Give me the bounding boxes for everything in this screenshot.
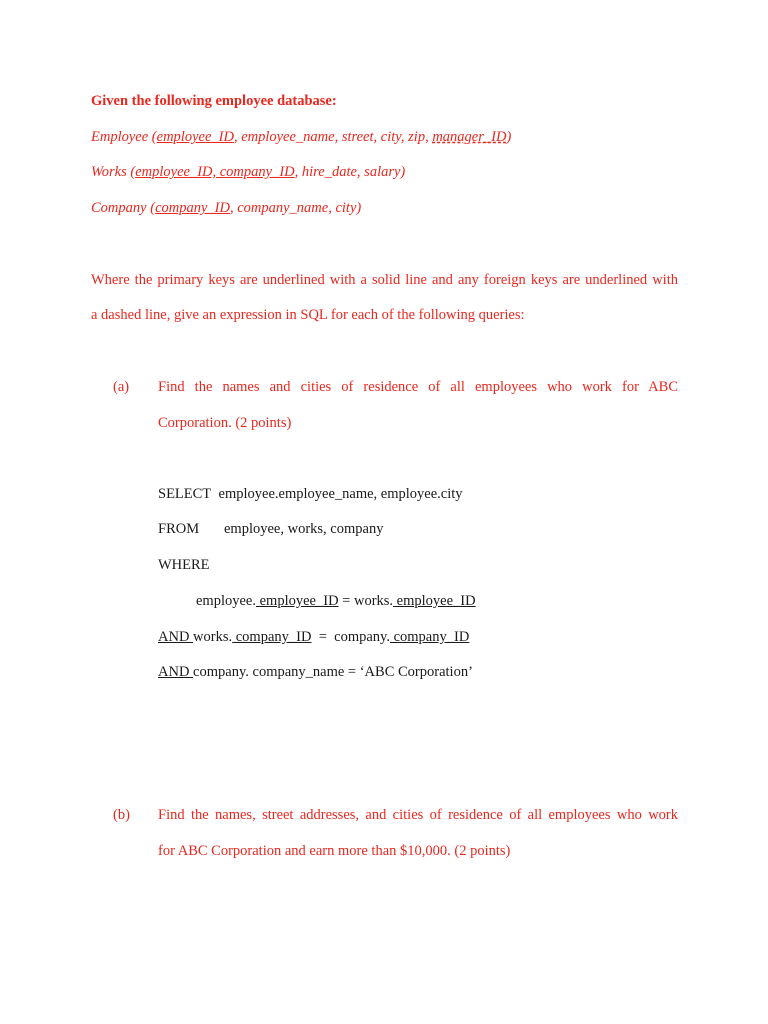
question-b-label: (b) [113,807,130,823]
intro-line-1: Where the primary keys are underlined with a solid line and any foreign keys are underlined with [91,272,678,288]
question-a-line-1: Find the names and cities of residence of all employees who work for ABC [158,379,678,395]
page-heading: Given the following employee database: [91,93,337,109]
relation-name: Company [91,200,147,216]
sql-from-keyword: FROM [158,521,200,537]
sql-from-line [158,521,383,538]
cond-operator: = works. [338,593,394,609]
question-b-line-1: Find the names, street addresses, and cities of residence of all employees who work [158,807,678,823]
foreign-key: manager_ID [432,129,507,145]
sql-select-columns: employee.employee_name, employee.city [218,486,463,502]
primary-key: employee_ID [156,129,234,145]
cond-column: employee_ID [393,593,476,609]
question-b-line-2: for ABC Corporation and earn more than $10,000. (2 points) [158,843,511,859]
cond-column: company_ID [389,629,470,645]
sql-where-keyword: WHERE [158,557,210,573]
paren-open: ( [126,164,136,180]
question-a-label: (a) [113,379,130,395]
primary-key: company_ID [155,200,230,216]
cond-column: company_ID [232,629,312,645]
attributes: , employee_name, street, city, zip, [233,129,433,145]
cond-operator: = company. [311,629,390,645]
cond-table: employee. [196,593,256,609]
sql-and-keyword: AND [158,664,194,680]
schema-company [91,200,361,217]
sql-condition-2 [158,629,469,646]
relation-name: Works [91,164,127,180]
sql-select-line [158,486,463,503]
question-a-line-2: Corporation. (2 points) [158,415,292,431]
cond-column: employee_ID [256,593,339,609]
schema-employee [91,129,511,146]
cond-table: works. [193,629,233,645]
sql-from-tables: employee, works, company [224,521,384,537]
sql-and-keyword: AND [158,629,194,645]
attributes: , hire_date, salary) [294,164,406,180]
relation-name: Employee [91,129,149,145]
paren-close: ) [506,129,512,145]
attributes: , company_name, city) [229,200,362,216]
primary-key: employee_ID, company_ID [135,164,295,180]
sql-condition-1 [196,593,476,610]
intro-line-2: a dashed line, give an expression in SQL for each of the following queries: [91,307,525,323]
paren-open: ( [146,200,156,216]
schema-works [91,164,405,181]
sql-select-keyword: SELECT [158,486,211,502]
paren-open: ( [148,129,157,145]
cond-text: company. company_name = ‘ABC Corporation’ [193,664,473,680]
sql-condition-3 [158,664,473,681]
